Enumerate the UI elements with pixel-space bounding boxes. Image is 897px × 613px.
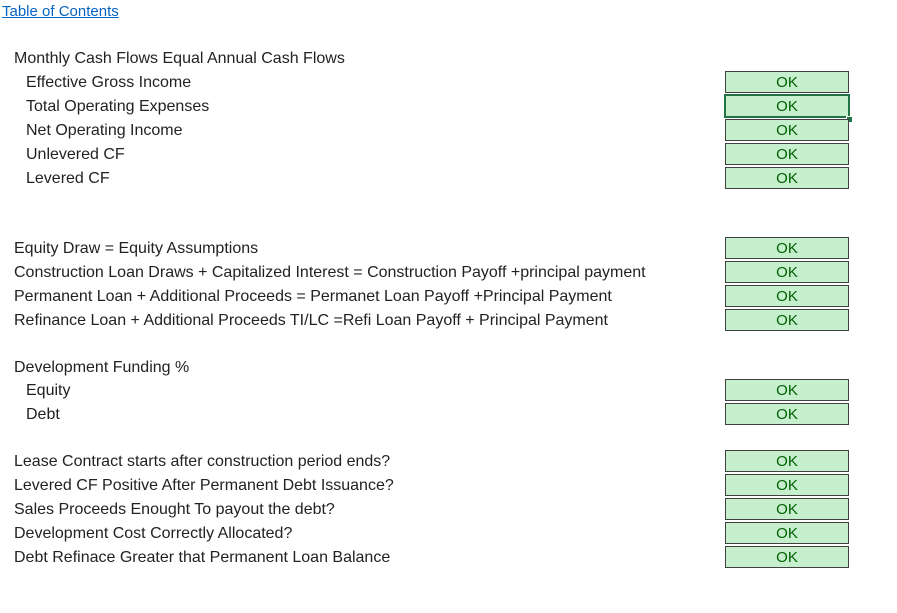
status-cell-debt-refinance[interactable]: OK — [725, 546, 849, 568]
label-unlevered-cf: Unlevered CF — [26, 146, 125, 163]
section-title-monthly-cash-flows: Monthly Cash Flows Equal Annual Cash Flows — [14, 50, 345, 67]
status-cell-construction-loan[interactable]: OK — [725, 261, 849, 283]
status-cell-levered-cf-positive[interactable]: OK — [725, 474, 849, 496]
status-cell-refinance-loan[interactable]: OK — [725, 309, 849, 331]
label-lease-contract: Lease Contract starts after construction period ends? — [14, 453, 391, 470]
label-equity: Equity — [26, 382, 71, 399]
label-refinance-loan: Refinance Loan + Additional Proceeds TI/LC =Refi Loan Payoff + Principal Payment — [14, 312, 608, 329]
status-cell-total-operating-expenses[interactable]: OK — [725, 95, 849, 117]
status-cell-sales-proceeds[interactable]: OK — [725, 498, 849, 520]
section-title-development-funding: Development Funding % — [14, 359, 190, 376]
label-levered-cf: Levered CF — [26, 170, 110, 187]
status-cell-lease-contract[interactable]: OK — [725, 450, 849, 472]
status-cell-net-operating-income[interactable]: OK — [725, 119, 849, 141]
status-cell-equity[interactable]: OK — [725, 379, 849, 401]
label-debt: Debt — [26, 406, 60, 423]
label-levered-cf-positive: Levered CF Positive After Permanent Debt Issuance? — [14, 477, 394, 494]
status-cell-effective-gross-income[interactable]: OK — [725, 71, 849, 93]
status-cell-equity-draw[interactable]: OK — [725, 237, 849, 259]
label-effective-gross-income: Effective Gross Income — [26, 74, 192, 91]
label-net-operating-income: Net Operating Income — [26, 122, 183, 139]
status-cell-development-cost[interactable]: OK — [725, 522, 849, 544]
status-cell-permanent-loan[interactable]: OK — [725, 285, 849, 307]
label-total-operating-expenses: Total Operating Expenses — [26, 98, 210, 115]
status-cell-unlevered-cf[interactable]: OK — [725, 143, 849, 165]
label-sales-proceeds: Sales Proceeds Enought To payout the debt? — [14, 501, 335, 518]
label-construction-loan: Construction Loan Draws + Capitalized Interest = Construction Payoff +principal payment — [14, 264, 646, 281]
label-debt-refinance: Debt Refinace Greater that Permanent Loan Balance — [14, 549, 391, 566]
label-development-cost: Development Cost Correctly Allocated? — [14, 525, 293, 542]
label-permanent-loan: Permanent Loan + Additional Proceeds = Permanet Loan Payoff +Principal Payment — [14, 288, 612, 305]
label-equity-draw: Equity Draw = Equity Assumptions — [14, 240, 259, 257]
table-of-contents-link[interactable]: Table of Contents — [2, 3, 119, 20]
status-cell-debt[interactable]: OK — [725, 403, 849, 425]
status-cell-levered-cf[interactable]: OK — [725, 167, 849, 189]
